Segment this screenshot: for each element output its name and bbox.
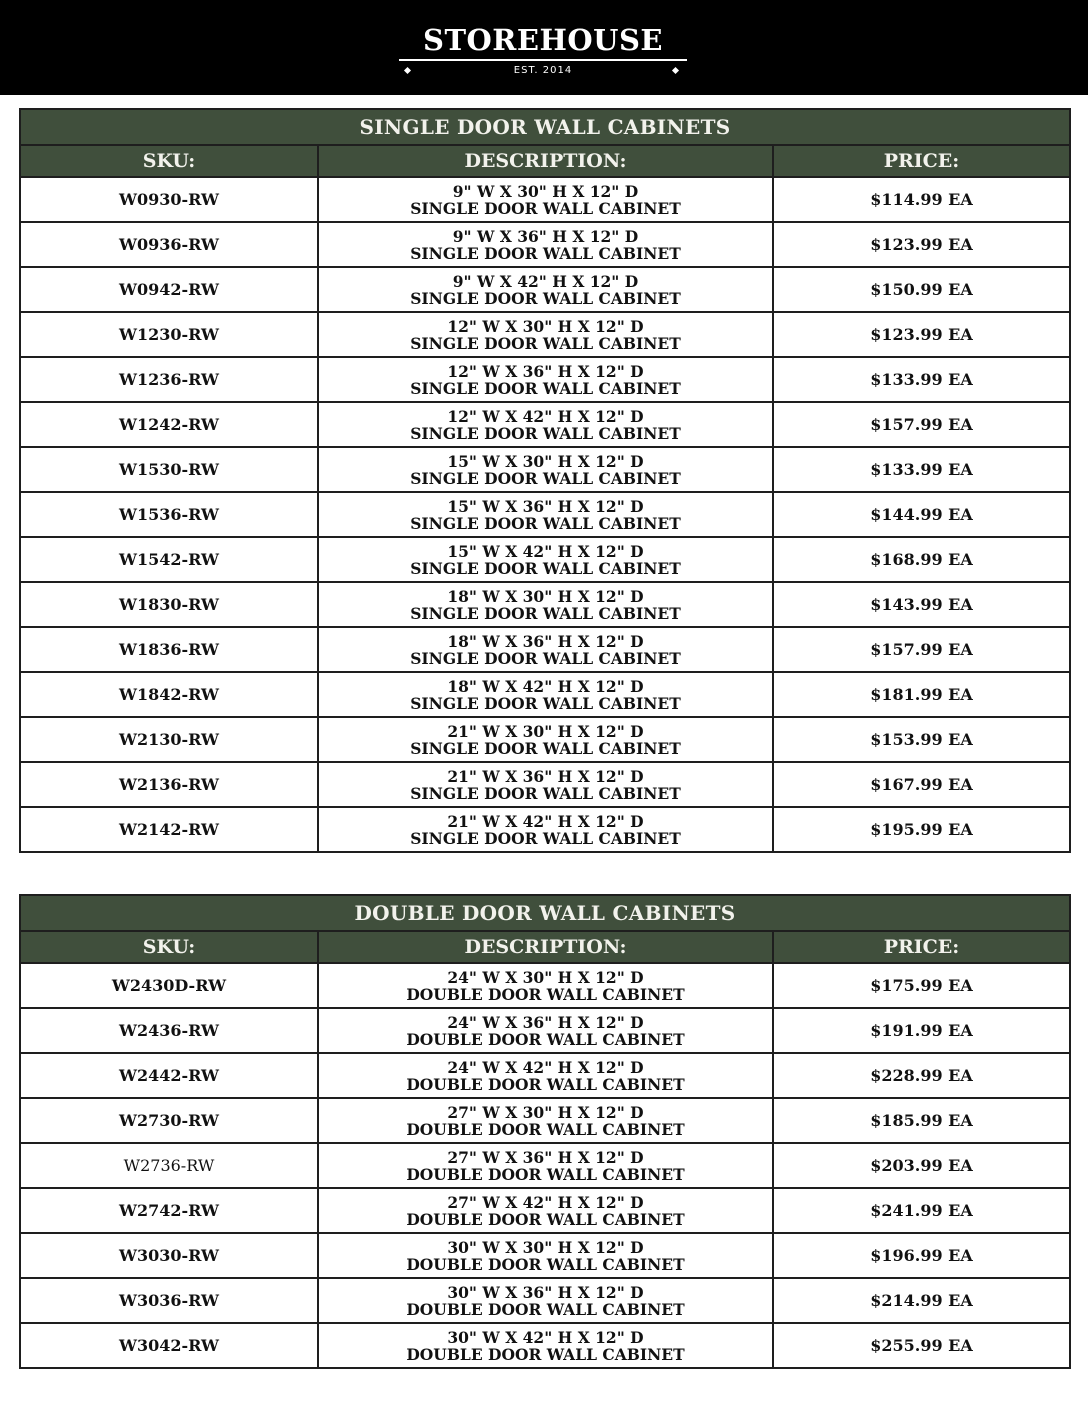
description-type: SINGLE DOOR WALL CABINET [410,333,681,353]
price-cell: $168.99 EA [773,537,1070,582]
description-type: DOUBLE DOOR WALL CABINET [406,984,685,1004]
sku-cell: W1530-RW [20,447,318,492]
description-cell [318,357,773,402]
description-dimensions: 30" W X 42" H X 12" D [447,1327,644,1347]
price-cell: $181.99 EA [773,672,1070,717]
table-row [20,1008,1070,1053]
description-dimensions: 24" W X 36" H X 12" D [447,1012,644,1032]
column-header-sku: SKU: [20,931,318,963]
description-type: DOUBLE DOOR WALL CABINET [406,1254,685,1274]
price-cell: $255.99 EA [773,1323,1070,1368]
sku-cell: W0936-RW [20,222,318,267]
description-cell [318,222,773,267]
description-dimensions: 9" W X 42" H X 12" D [452,271,639,291]
description-type: SINGLE DOOR WALL CABINET [410,738,681,758]
description-dimensions: 15" W X 30" H X 12" D [447,451,644,471]
description-dimensions: 30" W X 36" H X 12" D [447,1282,644,1302]
price-cell: $228.99 EA [773,1053,1070,1098]
table-row [20,627,1070,672]
brand-divider [399,59,687,61]
description-type: DOUBLE DOOR WALL CABINET [406,1299,685,1319]
price-cell: $191.99 EA [773,1008,1070,1053]
table-row [20,582,1070,627]
description-dimensions: 12" W X 42" H X 12" D [447,406,644,426]
table-row [20,1188,1070,1233]
price-cell: $123.99 EA [773,222,1070,267]
description-type: SINGLE DOOR WALL CABINET [410,378,681,398]
description-cell [318,762,773,807]
table-row [20,402,1070,447]
description-cell [318,402,773,447]
description-type: SINGLE DOOR WALL CABINET [410,603,681,623]
sku-cell: W1230-RW [20,312,318,357]
price-cell: $157.99 EA [773,402,1070,447]
price-cell: $195.99 EA [773,807,1070,852]
table-row [20,807,1070,852]
section-title: DOUBLE DOOR WALL CABINETS [20,895,1070,931]
description-dimensions: 18" W X 36" H X 12" D [447,631,644,651]
sku-cell: W1236-RW [20,357,318,402]
description-cell [318,492,773,537]
description-dimensions: 9" W X 36" H X 12" D [452,226,639,246]
table-row [20,1053,1070,1098]
description-dimensions: 24" W X 42" H X 12" D [447,1057,644,1077]
price-cell: $167.99 EA [773,762,1070,807]
description-type: SINGLE DOOR WALL CABINET [410,648,681,668]
table-row [20,1323,1070,1368]
table-row [20,717,1070,762]
description-dimensions: 15" W X 36" H X 12" D [447,496,644,516]
description-type: SINGLE DOOR WALL CABINET [410,513,681,533]
sku-cell: W1542-RW [20,537,318,582]
sku-cell: W2436-RW [20,1008,318,1053]
brand-tagline: EST. 2014 [513,65,573,76]
description-type: DOUBLE DOOR WALL CABINET [406,1029,685,1049]
table-row [20,447,1070,492]
price-cell: $196.99 EA [773,1233,1070,1278]
table-row [20,222,1070,267]
table-row [20,1143,1070,1188]
description-type: SINGLE DOOR WALL CABINET [410,423,681,443]
description-dimensions: 27" W X 36" H X 12" D [447,1147,644,1167]
table-row [20,1098,1070,1143]
table-row [20,762,1070,807]
sku-cell: W1536-RW [20,492,318,537]
sku-cell: W2736-RW [20,1143,318,1188]
price-cell: $143.99 EA [773,582,1070,627]
description-type: SINGLE DOOR WALL CABINET [410,828,681,848]
table-row [20,357,1070,402]
price-cell: $157.99 EA [773,627,1070,672]
description-cell [318,267,773,312]
description-dimensions: 15" W X 42" H X 12" D [447,541,644,561]
description-cell [318,1278,773,1323]
price-cell: $123.99 EA [773,312,1070,357]
description-cell [318,672,773,717]
sku-cell: W3030-RW [20,1233,318,1278]
description-cell [318,1008,773,1053]
description-type: SINGLE DOOR WALL CABINET [410,693,681,713]
price-cell: $133.99 EA [773,357,1070,402]
price-cell: $114.99 EA [773,177,1070,222]
description-cell [318,312,773,357]
price-cell: $150.99 EA [773,267,1070,312]
description-cell [318,627,773,672]
sku-cell: W1836-RW [20,627,318,672]
description-type: DOUBLE DOOR WALL CABINET [406,1119,685,1139]
price-cell: $153.99 EA [773,717,1070,762]
description-dimensions: 21" W X 36" H X 12" D [447,766,644,786]
sku-cell: W2136-RW [20,762,318,807]
column-header-description: DESCRIPTION: [318,931,773,963]
table-row [20,672,1070,717]
sku-cell: W2742-RW [20,1188,318,1233]
description-type: DOUBLE DOOR WALL CABINET [406,1344,685,1364]
column-header-description: DESCRIPTION: [318,145,773,177]
description-cell [318,717,773,762]
table-row [20,1278,1070,1323]
description-dimensions: 24" W X 30" H X 12" D [447,967,644,987]
description-cell [318,963,773,1008]
sku-cell: W1830-RW [20,582,318,627]
table-row [20,537,1070,582]
sku-cell: W2430D-RW [20,963,318,1008]
sku-cell: W2442-RW [20,1053,318,1098]
sku-cell: W2130-RW [20,717,318,762]
description-dimensions: 27" W X 42" H X 12" D [447,1192,644,1212]
description-dimensions: 12" W X 36" H X 12" D [447,361,644,381]
description-dimensions: 21" W X 42" H X 12" D [447,811,644,831]
description-dimensions: 18" W X 30" H X 12" D [447,586,644,606]
description-dimensions: 21" W X 30" H X 12" D [447,721,644,741]
sku-cell: W0930-RW [20,177,318,222]
single-door-table [19,108,1071,853]
description-dimensions: 18" W X 42" H X 12" D [447,676,644,696]
table-row [20,267,1070,312]
description-type: DOUBLE DOOR WALL CABINET [406,1209,685,1229]
description-type: DOUBLE DOOR WALL CABINET [406,1164,685,1184]
description-cell [318,447,773,492]
description-type: SINGLE DOOR WALL CABINET [410,288,681,308]
brand-name: STOREHOUSE [423,23,663,57]
price-cell: $241.99 EA [773,1188,1070,1233]
brand-logo [399,22,687,76]
table-row [20,177,1070,222]
description-type: SINGLE DOOR WALL CABINET [410,243,681,263]
table-row [20,312,1070,357]
column-header-price: PRICE: [773,931,1070,963]
sku-cell: W3042-RW [20,1323,318,1368]
description-cell [318,1233,773,1278]
table-row [20,1233,1070,1278]
description-type: SINGLE DOOR WALL CABINET [410,783,681,803]
column-header-price: PRICE: [773,145,1070,177]
description-cell [318,1143,773,1188]
table-row [20,492,1070,537]
description-cell [318,807,773,852]
description-type: DOUBLE DOOR WALL CABINET [406,1074,685,1094]
description-type: SINGLE DOOR WALL CABINET [410,198,681,218]
section-title: SINGLE DOOR WALL CABINETS [20,109,1070,145]
description-dimensions: 9" W X 30" H X 12" D [452,181,639,201]
sku-cell: W1842-RW [20,672,318,717]
price-cell: $133.99 EA [773,447,1070,492]
column-header-sku: SKU: [20,145,318,177]
description-cell [318,177,773,222]
price-cell: $175.99 EA [773,963,1070,1008]
description-dimensions: 12" W X 30" H X 12" D [447,316,644,336]
sku-cell: W0942-RW [20,267,318,312]
description-cell [318,1188,773,1233]
description-cell [318,1053,773,1098]
description-cell [318,582,773,627]
description-dimensions: 27" W X 30" H X 12" D [447,1102,644,1122]
description-cell [318,1098,773,1143]
price-cell: $203.99 EA [773,1143,1070,1188]
description-type: SINGLE DOOR WALL CABINET [410,558,681,578]
description-cell [318,1323,773,1368]
price-cell: $214.99 EA [773,1278,1070,1323]
table-row [20,963,1070,1008]
sku-cell: W1242-RW [20,402,318,447]
brand-header [0,0,1088,95]
price-cell: $144.99 EA [773,492,1070,537]
description-type: SINGLE DOOR WALL CABINET [410,468,681,488]
sku-cell: W2142-RW [20,807,318,852]
price-cell: $185.99 EA [773,1098,1070,1143]
sku-cell: W3036-RW [20,1278,318,1323]
description-cell [318,537,773,582]
description-dimensions: 30" W X 30" H X 12" D [447,1237,644,1257]
sku-cell: W2730-RW [20,1098,318,1143]
double-door-table [19,894,1071,1369]
